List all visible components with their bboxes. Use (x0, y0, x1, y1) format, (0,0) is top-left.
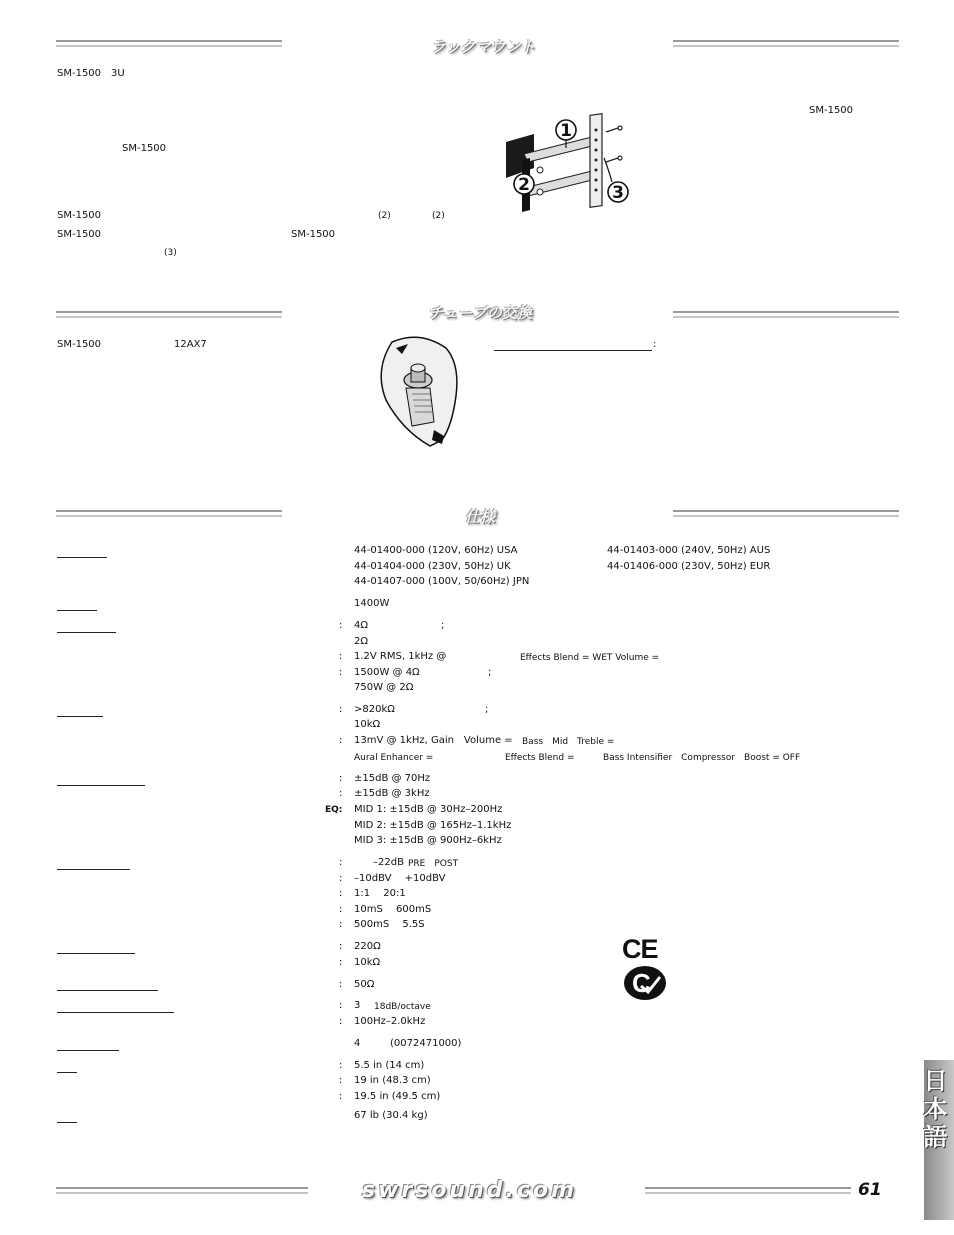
spec-label-preamp (57, 716, 103, 717)
spec-sensitivity-note: Aural Enhancer = (354, 753, 434, 763)
header-rule-left (56, 40, 282, 48)
spec-line-out-impedance: 50Ω (354, 979, 375, 990)
spec-fuse: 4 (354, 1038, 361, 1049)
diagram-number-1: 1 (560, 121, 572, 141)
spec-compressor-attack: 10mS 600mS (354, 904, 432, 915)
spec-sensitivity: 13mV @ 1kHz, Gain Volume = (354, 735, 513, 746)
spec-label-dimensions (57, 1072, 77, 1073)
spec-label-eq (57, 785, 145, 786)
spec-rated-input-note: Effects Blend = WET Volume = (520, 653, 660, 663)
section-title-specifications: 仕様 (464, 508, 495, 526)
spec-label-fuse (57, 1050, 119, 1051)
spec-semicolon: ; (488, 667, 492, 678)
spec-compressor-ratio: 1:1 20:1 (354, 888, 406, 899)
section-title-tube-replacement: チューブの交換 (428, 304, 532, 322)
spec-fuse-part: (0072471000) (390, 1038, 462, 1049)
spec-compressor-note: PRE POST (408, 859, 459, 869)
spec-dimension-width: 19 in (48.3 cm) (354, 1075, 431, 1086)
spec-label-power-amp (57, 632, 116, 633)
spec-sensitivity-note: Effects Blend = (505, 753, 575, 763)
language-tab-label: 日本語 (919, 1068, 947, 1152)
rack-text-step: (2) (378, 211, 391, 221)
c-tick-mark (624, 966, 666, 1000)
header-rule-right (673, 40, 899, 48)
header-rule-left (56, 311, 282, 319)
spec-eq-bass: ±15dB @ 70Hz (354, 773, 431, 784)
spec-semicolon: ; (485, 704, 489, 715)
spec-colon: : (339, 888, 343, 899)
rack-text-line: SM-1500 (291, 229, 336, 240)
spec-compressor-range: –10dBV +10dBV (354, 873, 446, 884)
spec-colon: : (339, 979, 343, 990)
spec-power-consumption: 1400W (354, 598, 390, 609)
spec-output-power: 750W @ 2Ω (354, 682, 414, 693)
spec-colon: : (339, 1091, 343, 1102)
spec-colon: : (339, 857, 343, 868)
rack-text-line: SM-1500 (57, 210, 102, 221)
diagram-number-3: 3 (612, 183, 624, 203)
ce-mark: CE (622, 934, 658, 964)
diagram-number-2: 2 (518, 175, 530, 195)
rack-text-line: SM-1500 (122, 143, 167, 154)
tube-text-line: 12AX7 (174, 339, 207, 350)
spec-label-weight (57, 1122, 77, 1123)
spec-semicolon: ; (441, 620, 445, 631)
spec-part-number: 44-01406-000 (230V, 50Hz) EUR (607, 561, 771, 572)
rack-text-step: (3) (164, 248, 177, 258)
spec-weight: 67 lb (30.4 kg) (354, 1110, 428, 1121)
spec-colon: : (339, 651, 343, 662)
tube-warning-underline (494, 350, 652, 351)
spec-colon: : (339, 735, 343, 746)
spec-colon: : (339, 620, 343, 631)
spec-eq-label: EQ: (325, 805, 343, 815)
spec-output-power: 1500W @ 4Ω (354, 667, 420, 678)
rack-text-step: (2) (432, 211, 445, 221)
spec-compressor-release: 500mS 5.5S (354, 919, 425, 930)
spec-sensitivity-note: Bass Intensifier Compressor Boost = OFF (603, 753, 801, 763)
check-icon (638, 974, 662, 996)
spec-eq-mid: MID 2: ±15dB @ 165Hz–1.1kHz (354, 820, 512, 831)
tube-warning-colon: : (653, 339, 657, 350)
header-rule-right (673, 311, 899, 319)
spec-colon: : (339, 1075, 343, 1086)
tube-text-line: SM-1500 (57, 339, 102, 350)
spec-colon: : (339, 904, 343, 915)
tube-illustration (372, 330, 468, 452)
spec-effects-send-impedance: 220Ω (354, 941, 381, 952)
spec-output-impedance: 4Ω (354, 620, 369, 631)
language-side-tab (919, 1060, 954, 1220)
rack-text-line: SM-1500 (57, 229, 102, 240)
spec-crossover-slope: 18dB/octave (374, 1002, 431, 1012)
spec-colon: : (339, 788, 343, 799)
rack-text-line: SM-1500 3U (57, 68, 125, 79)
spec-output-impedance: 2Ω (354, 636, 369, 647)
spec-colon: : (339, 773, 343, 784)
spec-part-number: 44-01403-000 (240V, 50Hz) AUS (607, 545, 771, 556)
spec-eq-treble: ±15dB @ 3kHz (354, 788, 430, 799)
spec-eq-mid: MID 3: ±15dB @ 900Hz–6kHz (354, 835, 502, 846)
spec-label-crossover (57, 1012, 174, 1013)
section-title-rack-mount: ラックマウント (430, 38, 536, 56)
footer-website: swrsound.com (362, 1178, 577, 1203)
spec-input-impedance: >820kΩ (354, 704, 395, 715)
c-tick-letter: C (632, 968, 651, 998)
spec-colon: : (339, 941, 343, 952)
spec-crossover-range: 100Hz–2.0kHz (354, 1016, 426, 1027)
spec-dimension-depth: 19.5 in (49.5 cm) (354, 1091, 441, 1102)
spec-part-number: 44-01407-000 (100V, 50/60Hz) JPN (354, 576, 530, 587)
footer-rule-right (645, 1187, 851, 1195)
spec-compressor-threshold: –22dB (373, 857, 404, 868)
spec-eq-mid: MID 1: ±15dB @ 30Hz–200Hz (354, 804, 503, 815)
header-rule-right (673, 510, 899, 518)
spec-part-number: 44-01404-000 (230V, 50Hz) UK (354, 561, 511, 572)
spec-colon: : (339, 1000, 343, 1011)
spec-label-compressor (57, 869, 130, 870)
spec-label-part-number (57, 557, 107, 558)
spec-dimension-height: 5.5 in (14 cm) (354, 1060, 425, 1071)
spec-label-effects-loop (57, 953, 135, 954)
spec-colon: : (339, 1016, 343, 1027)
spec-crossover-order: 3 (354, 1000, 361, 1011)
spec-effects-return-impedance: 10kΩ (354, 957, 381, 968)
rack-text-line: SM-1500 (809, 105, 854, 116)
spec-colon: : (339, 957, 343, 968)
spec-colon: : (339, 919, 343, 930)
spec-colon: : (339, 667, 343, 678)
page-number: 61 (858, 1180, 882, 1200)
spec-sensitivity-note: Bass Mid Treble = (522, 737, 615, 747)
spec-part-number: 44-01400-000 (120V, 60Hz) USA (354, 545, 518, 556)
spec-label-power-consumption (57, 610, 97, 611)
spec-rated-input: 1.2V RMS, 1kHz @ (354, 651, 447, 662)
spec-colon: : (339, 1060, 343, 1071)
footer-rule-left (56, 1187, 308, 1195)
spec-label-line-out (57, 990, 158, 991)
spec-input-impedance: 10kΩ (354, 719, 381, 730)
header-rule-left (56, 510, 282, 518)
spec-colon: : (339, 873, 343, 884)
rack-mount-diagram (500, 108, 640, 218)
spec-colon: : (339, 704, 343, 715)
